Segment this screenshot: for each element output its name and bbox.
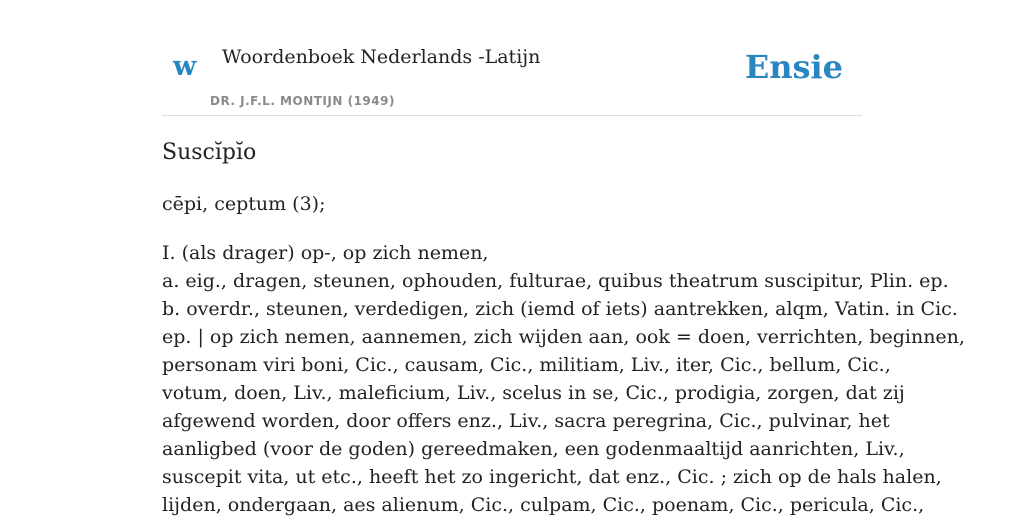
definition-line: b. overdr., steunen, verdedigen, zich (iemd of iets) aantrekken, alqm, Vatin. in Cic. <box>162 298 958 320</box>
definition-line: suscepit vita, ut etc., heeft het zo ingericht, dat enz., Cic. ; zich op de hals halen, <box>162 466 942 488</box>
definition-line: afgewend worden, door offers enz., Liv., sacra peregrina, Cic., pulvinar, het <box>162 410 890 432</box>
definition-line: I. (als drager) op-, op zich nemen, <box>162 242 489 264</box>
entry-grammar: cēpi, ceptum (3); <box>162 193 326 215</box>
dictionary-title[interactable]: Woordenboek Nederlands -Latijn <box>222 46 541 68</box>
definition-line: aanligbed (voor de goden) gereedmaken, een godenmaaltijd aanrichten, Liv., <box>162 438 905 460</box>
definition-line: personam viri boni, Cic., causam, Cic., militiam, Liv., iter, Cic., bellum, Cic., <box>162 354 891 376</box>
definition-line: a. eig., dragen, steunen, ophouden, fulturae, quibus theatrum suscipitur, Plin. ep. <box>162 270 949 292</box>
dictionary-logo[interactable]: w <box>173 51 197 82</box>
entry-page <box>162 0 965 516</box>
dictionary-header <box>162 0 862 116</box>
dictionary-author: DR. J.F.L. MONTIJN (1949) <box>210 94 395 108</box>
definition-line: ep. | op zich nemen, aannemen, zich wijden aan, ook = doen, verrichten, beginnen, <box>162 326 965 348</box>
entry-headword: Suscĭpĭo <box>162 140 257 165</box>
entry-definition <box>162 239 965 519</box>
ensie-brand-logo[interactable]: Ensie <box>744 48 843 86</box>
definition-line: lijden, ondergaan, aes alienum, Cic., culpam, Cic., poenam, Cic., pericula, Cic., <box>162 494 925 516</box>
definition-line: votum, doen, Liv., maleficium, Liv., scelus in se, Cic., prodigia, zorgen, dat zij <box>162 382 905 404</box>
